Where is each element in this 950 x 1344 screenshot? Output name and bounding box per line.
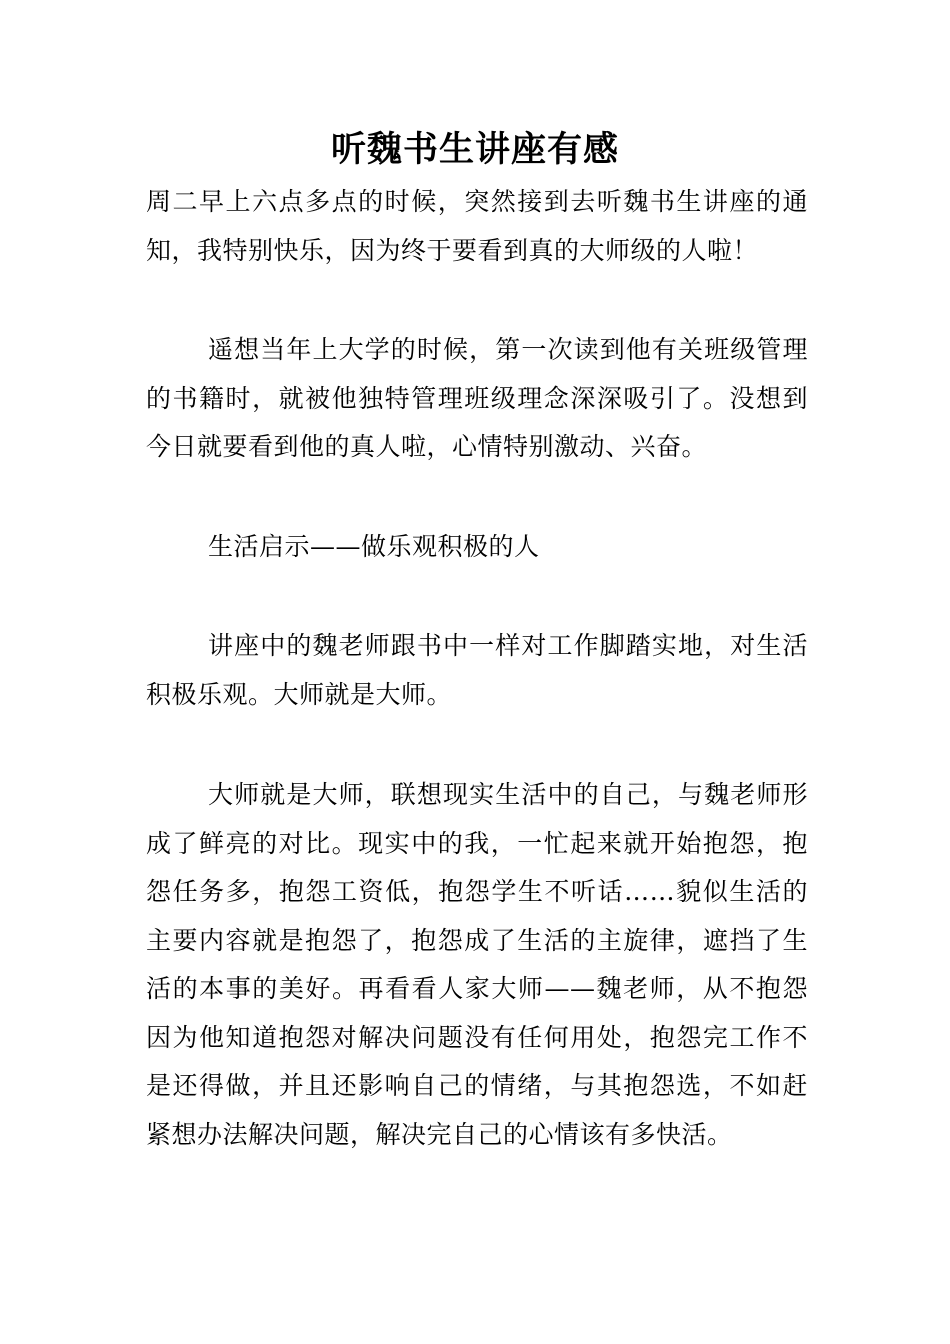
paragraph-recollection: 遥想当年上大学的时候，第一次读到他有关班级管理的书籍时，就被他独特管理班级理念深深吸引了。没想到今日就要看到他的真人啦，心情特别激动、兴奋。 [146, 335, 808, 461]
document-title: 听魏书生讲座有感 [330, 130, 619, 170]
section-heading-life-inspiration: 生活启示——做乐观积极的人 [208, 532, 540, 561]
paragraph-reflection: 大师就是大师，联想现实生活中的自己，与魏老师形成了鲜亮的对比。现实中的我，一忙起来就开始抱怨，抱怨任务多，抱怨工资低，抱怨学生不听话……貌似生活的主要内容就是抱怨了，抱怨成了生活的主旋律，遮挡了生活的本事的美好。再看看人家大师——魏老师，从不抱怨因为他知道抱怨对解决问题没有任何用处，抱怨完工作不是还得做，并且还影响自己的情绪，与其抱怨选，不如赶紧想办法解决问题，解决完自己的心情该有多快活。 [146, 780, 808, 1149]
paragraph-lecture: 讲座中的魏老师跟书中一样对工作脚踏实地，对生活积极乐观。大师就是大师。 [146, 631, 808, 709]
paragraph-intro: 周二早上六点多点的时候，突然接到去听魏书生讲座的通知，我特别快乐，因为终于要看到真的大师级的人啦！ [146, 187, 808, 265]
